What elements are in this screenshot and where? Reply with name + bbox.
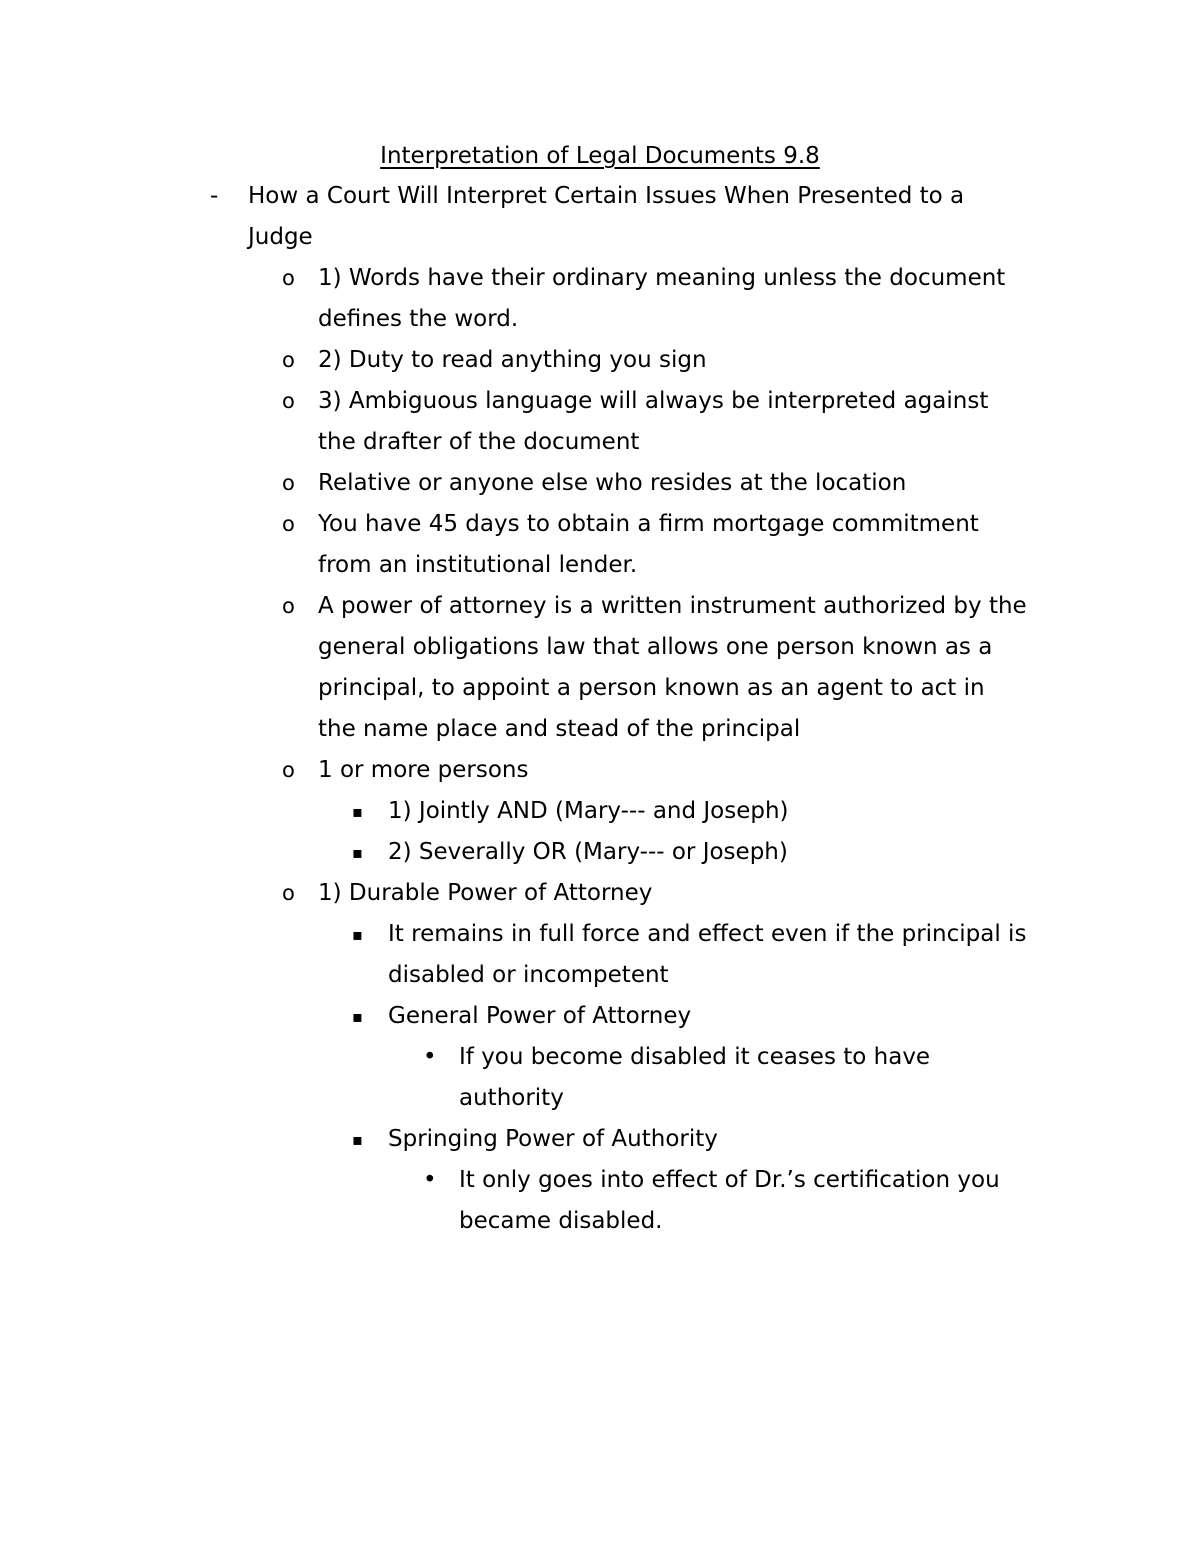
list-item-text: How a Court Will Interpret Certain Issues When Presented to a Judge	[248, 183, 965, 250]
circle-bullet-icon: o	[282, 389, 295, 413]
list-item-text: 2) Severally OR (Mary--- or Joseph)	[388, 839, 788, 865]
circle-bullet-icon: o	[282, 594, 295, 618]
list-item-text: Relative or anyone else who resides at the location	[318, 470, 907, 496]
list-item-text: 1) Jointly AND (Mary--- and Joseph)	[388, 798, 789, 824]
document-title	[0, 140, 1200, 172]
list-item	[0, 1037, 1029, 1119]
list-item	[0, 381, 1028, 463]
square-bullet-icon: ▪	[352, 1007, 363, 1026]
list-item	[0, 258, 1028, 340]
circle-bullet-icon: o	[282, 348, 295, 372]
square-bullet-icon: ▪	[352, 925, 363, 944]
list-item	[0, 750, 1028, 791]
outline-list	[0, 176, 1200, 1242]
list-item-text: You have 45 days to obtain a firm mortgage commitment from an institutional lender.	[318, 511, 979, 578]
list-item-text: 1 or more persons	[318, 757, 529, 783]
list-item-text: General Power of Attorney	[388, 1003, 692, 1029]
list-item	[0, 463, 1028, 504]
list-item-text: A power of attorney is a written instrument authorized by the general obligations law that allows one person known as a principal, to appoint a person known as an agent to act in the name place and stead of the principal	[318, 593, 1027, 742]
circle-bullet-icon: o	[282, 471, 295, 495]
list-item	[0, 586, 1028, 750]
list-item-text: It remains in full force and effect even if the principal is disabled or incompetent	[388, 921, 1027, 988]
list-item	[0, 1160, 1029, 1242]
list-item	[0, 504, 1028, 586]
square-bullet-icon: ▪	[352, 802, 363, 821]
list-item-text: 3) Ambiguous language will always be interpreted against the drafter of the document	[318, 388, 989, 455]
document-title-text: Interpretation of Legal Documents 9.8	[380, 143, 820, 169]
list-item	[0, 914, 1028, 996]
circle-bullet-icon: o	[282, 512, 295, 536]
list-item-text: Springing Power of Authority	[388, 1126, 718, 1152]
list-item	[0, 996, 1028, 1037]
list-item	[0, 832, 1028, 873]
list-item	[0, 340, 1028, 381]
circle-bullet-icon: o	[282, 758, 295, 782]
list-item	[0, 873, 1028, 914]
circle-bullet-icon: o	[282, 266, 295, 290]
list-item-text: 1) Durable Power of Attorney	[318, 880, 653, 906]
list-item-text: If you become disabled it ceases to have authority	[459, 1044, 931, 1111]
dash-marker: -	[210, 183, 219, 209]
list-item	[0, 1119, 1028, 1160]
square-bullet-icon: ▪	[352, 843, 363, 862]
list-item-text: 2) Duty to read anything you sign	[318, 347, 707, 373]
square-bullet-icon: ▪	[352, 1130, 363, 1149]
circle-bullet-icon: o	[282, 881, 295, 905]
round-bullet-icon: •	[423, 1044, 437, 1070]
list-item-text: It only goes into effect of Dr.’s certification you became disabled.	[459, 1167, 1000, 1234]
list-item	[0, 791, 1028, 832]
list-item	[0, 176, 988, 258]
round-bullet-icon: •	[423, 1167, 437, 1193]
list-item-text: 1) Words have their ordinary meaning unless the document defines the word.	[318, 265, 1006, 332]
